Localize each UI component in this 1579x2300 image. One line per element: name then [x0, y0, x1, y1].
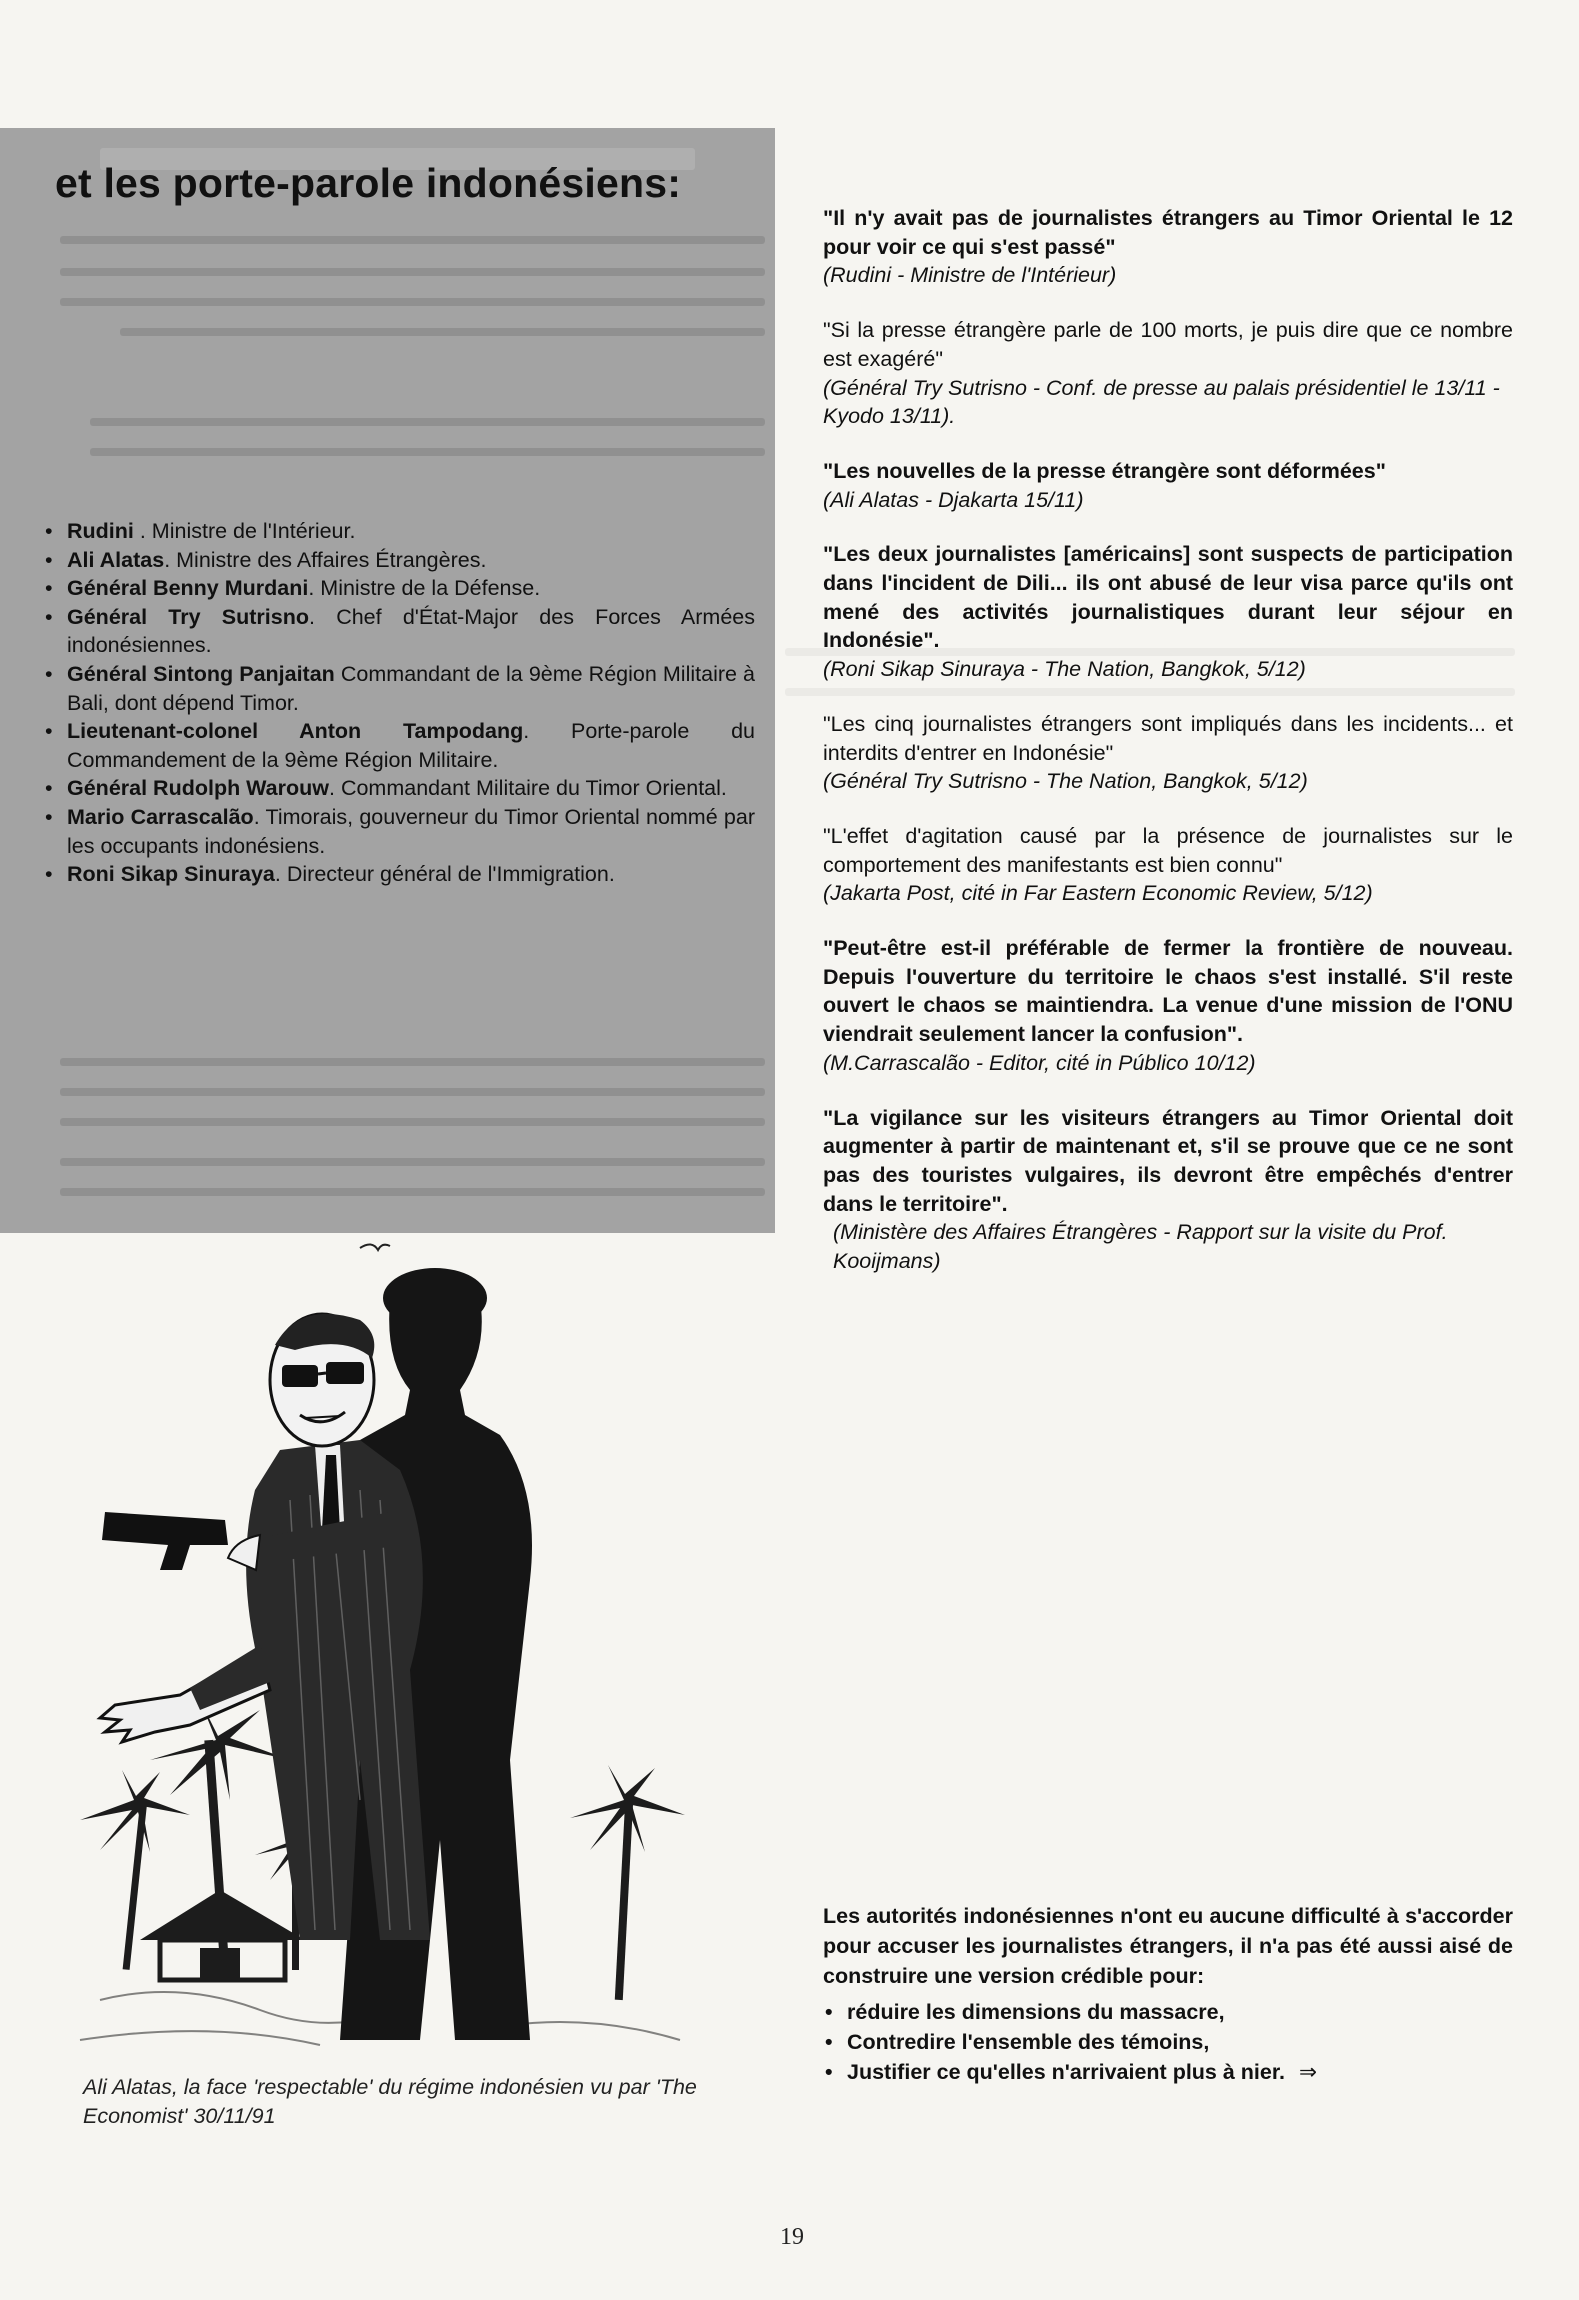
quote-text: "L'effet d'agitation causé par la présence de journalistes sur le comportement des manifestants est bien connu"	[823, 823, 1513, 877]
list-item: • Roni Sikap Sinuraya. Directeur général de l'Immigration.	[45, 862, 615, 887]
list-item: • Général Sintong Panjaitan Commandant de la 9ème Région Militaire à Bali, dont dépend Timor.	[45, 661, 755, 715]
quote-source: (M.Carrascalão - Editor, cité in Público 10/12)	[823, 1050, 1256, 1075]
cartoon-illustration	[60, 1240, 800, 2080]
quote-source: (Ali Alatas - Djakarta 15/11)	[823, 487, 1084, 512]
spokespersons-list	[45, 517, 755, 889]
quote-block	[823, 204, 1513, 290]
list-item: • Justifier ce qu'elles n'arrivaient plus à nier. ⇒	[825, 2060, 1318, 2084]
quotes-column	[823, 204, 1513, 1302]
list-item: • Lieutenant-colonel Anton Tampodang. Porte-parole du Commandement de la 9ème Région Militaire.	[45, 719, 755, 772]
conclusion-intro: Les autorités indonésiennes n'ont eu aucune difficulté à s'accorder pour accuser les journalistes étrangers, il n'a pas été aussi aisé de construire une version crédible pour:	[823, 1904, 1513, 1988]
quote-block	[823, 457, 1513, 514]
quote-source: (Général Try Sutrisno - Conf. de presse au palais présidentiel le 13/11 - Kyodo 13/11).	[823, 375, 1500, 429]
list-item: • Contredire l'ensemble des témoins,	[825, 2030, 1210, 2054]
quote-block	[823, 822, 1513, 908]
quote-source: (Général Try Sutrisno - The Nation, Bangkok, 5/12)	[823, 769, 1308, 794]
conclusion-block	[823, 1901, 1513, 2087]
quote-text: "Les cinq journalistes étrangers sont impliqués dans les incidents... et interdits d'entrer en Indonésie"	[823, 711, 1513, 765]
quote-block	[823, 710, 1513, 796]
quote-text: "Les deux journalistes [américains] sont suspects de participation dans l'incident de Dili... ils ont abusé de leur visa parce qu'ils ont mené des activités journalistiques durant leur séjour en Indonésie".	[823, 542, 1513, 653]
page-number: 19	[780, 2224, 804, 2250]
quote-text: "Si la presse étrangère parle de 100 morts, je puis dire que ce nombre est exagéré"	[823, 318, 1513, 371]
list-item: • Mario Carrascalão. Timorais, gouverneur du Timor Oriental nommé par les occupants indonésiens.	[45, 804, 755, 858]
list-item: • Général Benny Murdani. Ministre de la Défense.	[45, 576, 541, 601]
quote-block	[823, 1104, 1513, 1276]
quote-text: "La vigilance sur les visiteurs étrangers au Timor Oriental doit augmenter à partir de maintenant et, s'il se prouve que ce ne sont pas des touristes vulgaires, ils devront être empêchés d'entrer dans le territoire".	[823, 1105, 1513, 1216]
quote-block	[823, 934, 1513, 1078]
list-item: • Général Rudolph Warouw. Commandant Militaire du Timor Oriental.	[45, 776, 727, 801]
section-heading: et les porte-parole indonésiens:	[55, 160, 682, 206]
continue-arrow-icon: ⇒	[1299, 2060, 1318, 2084]
list-item: • Rudini . Ministre de l'Intérieur.	[45, 519, 356, 543]
conclusion-list	[823, 1997, 1513, 2087]
quote-text: "Il n'y avait pas de journalistes étrangers au Timor Oriental le 12 pour voir ce qui s'est passé"	[823, 206, 1513, 259]
list-item: • Général Try Sutrisno. Chef d'État-Major des Forces Armées indonésiennes.	[45, 604, 756, 658]
cartoon-caption: Ali Alatas, la face 'respectable' du régime indonésien vu par 'The Economist' 30/11/91	[83, 2075, 697, 2128]
quote-source: (Roni Sikap Sinuraya - The Nation, Bangkok, 5/12)	[823, 657, 1306, 682]
list-item: • réduire les dimensions du massacre,	[825, 2000, 1225, 2024]
quote-block	[823, 316, 1513, 431]
quote-text: "Peut-être est-il préférable de fermer la frontière de nouveau. Depuis l'ouverture du territoire le chaos s'est installé. S'il reste ouvert le chaos se maintiendra. La venue d'une mission de l'ONU viendrait seulement lancer la confusion".	[823, 936, 1513, 1047]
quote-source: (Rudini - Ministre de l'Intérieur)	[823, 263, 1117, 288]
quote-source: (Ministère des Affaires Étrangères - Rapport sur la visite du Prof. Kooijmans)	[833, 1220, 1448, 1274]
quote-text: "Les nouvelles de la presse étrangère sont déformées"	[823, 458, 1386, 483]
list-item: • Ali Alatas. Ministre des Affaires Étrangères.	[45, 547, 487, 572]
quote-source: (Jakarta Post, cité in Far Eastern Economic Review, 5/12)	[823, 881, 1373, 906]
quote-block	[823, 540, 1513, 684]
